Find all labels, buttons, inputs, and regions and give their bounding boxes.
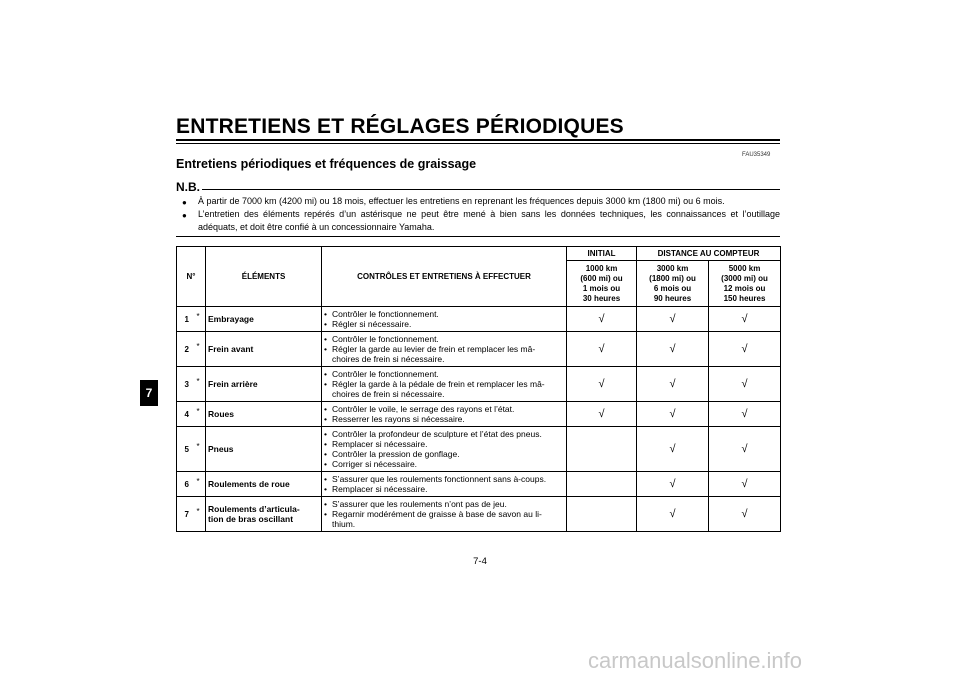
table-row <box>177 307 781 332</box>
checks-cell <box>322 367 567 402</box>
element-name-line: Roues <box>208 409 234 419</box>
header-interval-3000: 3000 km (1800 mi) ou 6 mois ou 90 heures <box>637 261 709 307</box>
asterisk-icon: * <box>196 441 200 451</box>
check-mark-icon: √ <box>637 402 709 427</box>
check-item-text: S’assurer que les roulements n’ont pas de jeu. <box>332 499 507 509</box>
asterisk-icon: * <box>196 311 200 321</box>
check-item-text: choires de frein si nécessaire. <box>332 354 445 364</box>
note-end-rule <box>176 236 780 237</box>
check-item <box>324 389 562 399</box>
check-item-text: Contrôler le fonctionnement. <box>332 309 439 319</box>
note-item-text: À partir de 7000 km (4200 mi) ou 18 mois, effectuer les entretiens en reprenant les fréquences depuis 3000 km (1800 mi) ou 6 mois. <box>198 196 725 206</box>
check-item <box>324 309 562 319</box>
table-row <box>177 402 781 427</box>
bullet-icon: • <box>324 474 327 484</box>
bullet-icon: • <box>324 484 327 494</box>
check-item <box>324 474 562 484</box>
check-item <box>324 439 562 449</box>
check-item-text: Contrôler le voile, le serrage des rayons et l’état. <box>332 404 515 414</box>
element-name-line: Frein arrière <box>208 379 258 389</box>
check-mark-icon: √ <box>637 367 709 402</box>
row-number: 2 <box>177 332 197 367</box>
row-number: 4 <box>177 402 197 427</box>
check-mark-icon: √ <box>567 332 637 367</box>
check-mark-icon: √ <box>709 497 781 532</box>
asterisk-icon: * <box>196 341 200 351</box>
bullet-icon: • <box>324 429 327 439</box>
check-mark-icon <box>567 472 637 497</box>
check-item-text: choires de frein si nécessaire. <box>332 389 445 399</box>
bullet-icon: • <box>324 379 327 389</box>
asterisk-marker <box>197 402 206 427</box>
header-interval-1000: 1000 km (600 mi) ou 1 mois ou 30 heures <box>567 261 637 307</box>
check-mark-icon: √ <box>637 497 709 532</box>
check-item <box>324 379 562 389</box>
element-name-line: Roulements de roue <box>208 479 290 489</box>
note-item <box>182 195 780 208</box>
check-item <box>324 484 562 494</box>
asterisk-icon: * <box>196 476 200 486</box>
check-mark-icon <box>567 497 637 532</box>
note-item <box>182 208 780 234</box>
asterisk-icon: * <box>196 406 200 416</box>
check-item <box>324 404 562 414</box>
check-item-text: thium. <box>332 519 356 529</box>
check-item <box>324 319 562 329</box>
header-initial: INITIAL <box>567 247 637 261</box>
bullet-icon: • <box>324 439 327 449</box>
check-mark-icon: √ <box>709 427 781 472</box>
check-item <box>324 334 562 344</box>
element-name-line: Roulements d’articula- <box>208 504 300 514</box>
check-item-text: S’assurer que les roulements fonctionnent sans à-coups. <box>332 474 547 484</box>
bullet-icon: • <box>324 459 327 469</box>
bullet-icon: • <box>324 369 327 379</box>
checks-cell <box>322 427 567 472</box>
section-title: Entretiens périodiques et fréquences de graissage <box>176 157 477 171</box>
checks-cell <box>322 472 567 497</box>
check-mark-icon: √ <box>637 307 709 332</box>
check-mark-icon: √ <box>567 307 637 332</box>
check-item-text: Contrôler la pression de gonflage. <box>332 449 460 459</box>
asterisk-marker <box>197 497 206 532</box>
check-mark-icon: √ <box>709 402 781 427</box>
element-name <box>206 472 322 497</box>
row-number: 5 <box>177 427 197 472</box>
check-item <box>324 429 562 439</box>
check-mark-icon: √ <box>637 472 709 497</box>
asterisk-marker <box>197 367 206 402</box>
watermark: carmanualsonline.info <box>588 648 803 673</box>
bullet-icon: • <box>324 509 327 519</box>
bullet-icon: • <box>324 344 327 354</box>
check-item-text: Remplacer si nécessaire. <box>332 439 428 449</box>
bullet-icon: • <box>324 499 327 509</box>
asterisk-marker <box>197 307 206 332</box>
row-number: 7 <box>177 497 197 532</box>
check-item-text: Regarnir modérément de graisse à base de savon au li- <box>332 509 542 519</box>
table-row <box>177 367 781 402</box>
check-mark-icon: √ <box>637 427 709 472</box>
checks-cell <box>322 332 567 367</box>
title-rule <box>176 139 780 141</box>
asterisk-marker <box>197 472 206 497</box>
bullet-icon: • <box>324 334 327 344</box>
checks-cell <box>322 497 567 532</box>
check-item-text: Corriger si nécessaire. <box>332 459 418 469</box>
asterisk-marker <box>197 427 206 472</box>
element-name <box>206 402 322 427</box>
check-item <box>324 449 562 459</box>
element-name <box>206 497 322 532</box>
header-checks: CONTRÔLES ET ENTRETIENS À EFFECTUER <box>322 247 567 307</box>
header-interval-5000: 5000 km (3000 mi) ou 12 mois ou 150 heures <box>709 261 781 307</box>
check-item-text: Régler la garde à la pédale de frein et remplacer les mâ- <box>332 379 545 389</box>
note-item-text: L’entretien des éléments repérés d’un astérisque ne peut être mené à bien sans les données techniques, les connaissances et l’outillage adéquats, et doit être confié à un concessionnaire Yamaha. <box>198 209 780 232</box>
asterisk-icon: * <box>196 506 200 516</box>
check-mark-icon: √ <box>709 307 781 332</box>
note-label: N.B. <box>176 180 200 194</box>
header-distance: DISTANCE AU COMPTEUR <box>637 247 781 261</box>
check-mark-icon: √ <box>637 332 709 367</box>
check-item <box>324 519 562 529</box>
check-item <box>324 354 562 364</box>
bullet-icon: • <box>324 404 327 414</box>
row-number: 1 <box>177 307 197 332</box>
check-mark-icon: √ <box>709 332 781 367</box>
element-name <box>206 427 322 472</box>
check-mark-icon <box>567 427 637 472</box>
asterisk-icon: * <box>196 376 200 386</box>
header-num: N° <box>177 247 206 307</box>
document-code: FAU35349 <box>742 152 771 158</box>
row-number: 3 <box>177 367 197 402</box>
chapter-tab: 7 <box>140 380 158 406</box>
check-item-text: Resserrer les rayons si nécessaire. <box>332 414 465 424</box>
check-item <box>324 414 562 424</box>
check-mark-icon: √ <box>567 367 637 402</box>
element-name <box>206 307 322 332</box>
asterisk-marker <box>197 332 206 367</box>
black-circle-icon: ● <box>182 198 187 207</box>
page-number: 7-4 <box>473 556 487 567</box>
title-rule-thin <box>176 143 780 144</box>
page-title: ENTRETIENS ET RÉGLAGES PÉRIODIQUES <box>176 115 624 138</box>
table-row <box>177 332 781 367</box>
check-item-text: Contrôler la profondeur de sculpture et l’état des pneus. <box>332 429 542 439</box>
check-item <box>324 459 562 469</box>
check-item <box>324 344 562 354</box>
bullet-icon: • <box>324 449 327 459</box>
bullet-icon: • <box>324 414 327 424</box>
checks-cell <box>322 307 567 332</box>
element-name-line: tion de bras oscillant <box>208 514 294 524</box>
check-item-text: Remplacer si nécessaire. <box>332 484 428 494</box>
black-circle-icon: ● <box>182 211 187 220</box>
check-item-text: Contrôler le fonctionnement. <box>332 334 439 344</box>
checks-cell <box>322 402 567 427</box>
check-mark-icon: √ <box>567 402 637 427</box>
table-row <box>177 472 781 497</box>
table-row <box>177 427 781 472</box>
check-item <box>324 499 562 509</box>
bullet-icon: • <box>324 309 327 319</box>
check-item <box>324 509 562 519</box>
check-item <box>324 369 562 379</box>
element-name-line: Frein avant <box>208 344 254 354</box>
row-number: 6 <box>177 472 197 497</box>
element-name-line: Embrayage <box>208 314 254 324</box>
element-name <box>206 367 322 402</box>
check-item-text: Contrôler le fonctionnement. <box>332 369 439 379</box>
bullet-icon: • <box>324 319 327 329</box>
check-mark-icon: √ <box>709 472 781 497</box>
header-elements: ÉLÉMENTS <box>206 247 322 307</box>
table-row <box>177 497 781 532</box>
note-rule <box>202 189 780 190</box>
check-mark-icon: √ <box>709 367 781 402</box>
element-name-line: Pneus <box>208 444 234 454</box>
maintenance-table <box>176 246 781 532</box>
element-name <box>206 332 322 367</box>
check-item-text: Régler si nécessaire. <box>332 319 412 329</box>
check-item-text: Régler la garde au levier de frein et remplacer les mâ- <box>332 344 536 354</box>
